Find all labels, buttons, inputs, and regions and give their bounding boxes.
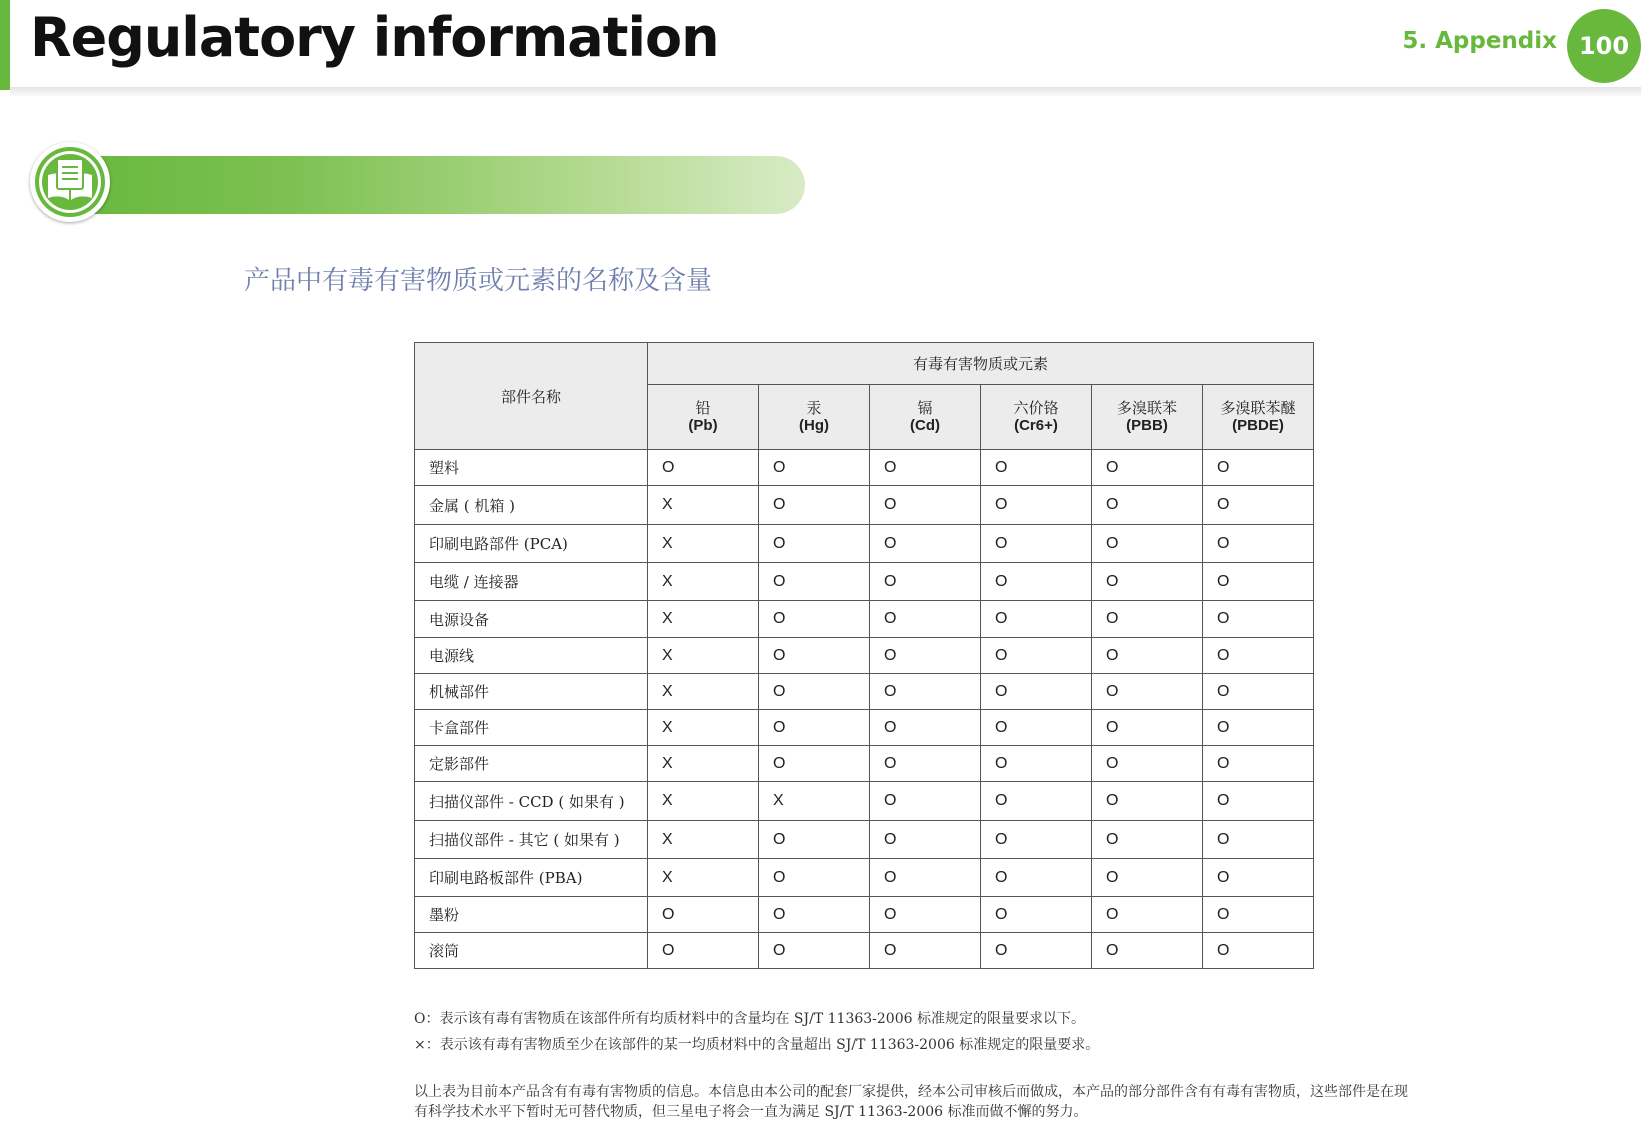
substance-value-cell: O bbox=[981, 525, 1092, 563]
substances-group-header: 有毒有害物质或元素 bbox=[648, 343, 1314, 385]
substance-value-cell: O bbox=[1092, 821, 1203, 859]
part-name-cell: 塑料 bbox=[415, 450, 648, 486]
substance-value-cell: O bbox=[1092, 933, 1203, 969]
part-name-cell: 滚筒 bbox=[415, 933, 648, 969]
substance-value-cell: O bbox=[1203, 486, 1314, 525]
substance-value-cell: O bbox=[1203, 450, 1314, 486]
substance-value-cell: O bbox=[981, 782, 1092, 821]
element-header bbox=[1092, 385, 1203, 450]
substance-value-cell: O bbox=[759, 897, 870, 933]
substance-value-cell: O bbox=[1203, 638, 1314, 674]
substance-value-cell: O bbox=[981, 859, 1092, 897]
table-row bbox=[415, 710, 1314, 746]
table-row bbox=[415, 638, 1314, 674]
element-symbol: (Pb) bbox=[688, 417, 718, 434]
part-name-cell: 电源线 bbox=[415, 638, 648, 674]
element-symbol: (PBDE) bbox=[1232, 417, 1284, 434]
part-name-cell: 金属 ( 机箱 ) bbox=[415, 486, 648, 525]
substance-value-cell: O bbox=[870, 859, 981, 897]
substance-value-cell: X bbox=[648, 782, 759, 821]
table-row bbox=[415, 525, 1314, 563]
element-header bbox=[648, 385, 759, 450]
substance-value-cell: O bbox=[981, 486, 1092, 525]
substance-value-cell: X bbox=[648, 674, 759, 710]
substance-value-cell: X bbox=[648, 746, 759, 782]
substance-value-cell: O bbox=[981, 563, 1092, 601]
substance-value-cell: O bbox=[981, 821, 1092, 859]
substance-value-cell: O bbox=[648, 897, 759, 933]
substance-value-cell: X bbox=[648, 563, 759, 601]
substance-value-cell: O bbox=[981, 601, 1092, 638]
substance-value-cell: O bbox=[870, 601, 981, 638]
element-header bbox=[759, 385, 870, 450]
substance-value-cell: O bbox=[759, 746, 870, 782]
table-heading: 产品中有毒有害物质或元素的名称及含量 bbox=[244, 266, 713, 296]
substance-value-cell: O bbox=[759, 525, 870, 563]
substance-value-cell: O bbox=[1203, 525, 1314, 563]
element-name: 镉 bbox=[917, 399, 933, 417]
substance-value-cell: O bbox=[1092, 746, 1203, 782]
part-name-cell: 机械部件 bbox=[415, 674, 648, 710]
substance-value-cell: O bbox=[870, 782, 981, 821]
substance-value-cell: O bbox=[759, 563, 870, 601]
substance-value-cell: O bbox=[759, 601, 870, 638]
substance-value-cell: O bbox=[1092, 486, 1203, 525]
substance-value-cell: O bbox=[1092, 601, 1203, 638]
substance-value-cell: O bbox=[1092, 782, 1203, 821]
substance-value-cell: X bbox=[648, 638, 759, 674]
table-row bbox=[415, 601, 1314, 638]
substance-value-cell: O bbox=[759, 486, 870, 525]
substance-value-cell: X bbox=[648, 486, 759, 525]
substance-value-cell: O bbox=[1092, 525, 1203, 563]
substance-value-cell: O bbox=[981, 746, 1092, 782]
page-title: Regulatory information bbox=[30, 6, 719, 69]
substance-value-cell: X bbox=[648, 525, 759, 563]
substance-value-cell: O bbox=[1203, 601, 1314, 638]
substance-value-cell: O bbox=[870, 933, 981, 969]
note-o: O：表示该有毒有害物质在该部件所有均质材料中的含量均在 SJ/T 11363-2006 标准规定的限量要求以下。 bbox=[414, 1011, 1085, 1027]
substance-value-cell: O bbox=[981, 450, 1092, 486]
substance-value-cell: O bbox=[981, 638, 1092, 674]
substance-value-cell: X bbox=[648, 859, 759, 897]
substance-value-cell: O bbox=[759, 450, 870, 486]
part-name-cell: 电缆 / 连接器 bbox=[415, 563, 648, 601]
substance-value-cell: O bbox=[981, 897, 1092, 933]
part-name-cell: 墨粉 bbox=[415, 897, 648, 933]
substance-value-cell: O bbox=[870, 486, 981, 525]
substance-value-cell: O bbox=[759, 933, 870, 969]
legend-notes bbox=[414, 1006, 1414, 1058]
page-number-badge: 100 bbox=[1567, 9, 1641, 83]
part-name-cell: 电源设备 bbox=[415, 601, 648, 638]
substance-value-cell: O bbox=[1203, 933, 1314, 969]
substance-value-cell: O bbox=[1092, 897, 1203, 933]
substance-value-cell: O bbox=[1203, 782, 1314, 821]
table-row bbox=[415, 746, 1314, 782]
section-label: 5. Appendix bbox=[1402, 28, 1557, 54]
element-name: 多溴联苯 bbox=[1116, 399, 1177, 417]
substance-value-cell: O bbox=[759, 710, 870, 746]
substance-value-cell: O bbox=[981, 674, 1092, 710]
element-name: 六价铬 bbox=[1013, 399, 1059, 417]
element-symbol: (Cd) bbox=[910, 417, 940, 434]
substance-value-cell: X bbox=[648, 601, 759, 638]
element-header bbox=[981, 385, 1092, 450]
substance-value-cell: O bbox=[870, 563, 981, 601]
substance-value-cell: O bbox=[759, 638, 870, 674]
book-icon bbox=[30, 142, 110, 222]
substance-value-cell: O bbox=[1092, 859, 1203, 897]
substance-value-cell: O bbox=[1092, 563, 1203, 601]
substance-value-cell: O bbox=[1203, 859, 1314, 897]
substance-value-cell: O bbox=[870, 746, 981, 782]
element-header bbox=[1203, 385, 1314, 450]
substance-value-cell: O bbox=[759, 674, 870, 710]
substance-value-cell: O bbox=[870, 710, 981, 746]
note-x: ×：表示该有毒有害物质至少在该部件的某一均质材料中的含量超出 SJ/T 11363-2006 标准规定的限量要求。 bbox=[414, 1037, 1100, 1053]
header-divider bbox=[10, 87, 1641, 96]
substance-value-cell: X bbox=[648, 821, 759, 859]
substance-value-cell: X bbox=[648, 710, 759, 746]
substance-value-cell: O bbox=[870, 450, 981, 486]
substance-value-cell: O bbox=[1203, 710, 1314, 746]
substance-value-cell: O bbox=[648, 933, 759, 969]
substance-value-cell: O bbox=[870, 674, 981, 710]
substance-value-cell: O bbox=[870, 525, 981, 563]
substance-value-cell: O bbox=[1092, 674, 1203, 710]
table-row bbox=[415, 486, 1314, 525]
substance-value-cell: O bbox=[1203, 821, 1314, 859]
substance-value-cell: O bbox=[870, 897, 981, 933]
part-name-header: 部件名称 bbox=[415, 343, 648, 450]
substance-value-cell: O bbox=[981, 710, 1092, 746]
section-banner bbox=[60, 156, 805, 214]
element-name: 多溴联苯醚 bbox=[1220, 399, 1296, 417]
substance-value-cell: O bbox=[759, 859, 870, 897]
substance-value-cell: O bbox=[1203, 563, 1314, 601]
part-name-cell: 扫描仪部件 - 其它 ( 如果有 ) bbox=[415, 821, 648, 859]
table-row bbox=[415, 821, 1314, 859]
table-row bbox=[415, 897, 1314, 933]
table-row bbox=[415, 859, 1314, 897]
substance-value-cell: O bbox=[870, 821, 981, 859]
substance-value-cell: O bbox=[1092, 710, 1203, 746]
table-row bbox=[415, 782, 1314, 821]
hazardous-substances-table bbox=[414, 342, 1314, 969]
table-row bbox=[415, 933, 1314, 969]
substance-value-cell: O bbox=[870, 638, 981, 674]
substance-value-cell: O bbox=[1203, 746, 1314, 782]
element-symbol: (Cr6+) bbox=[1014, 417, 1058, 434]
part-name-cell: 扫描仪部件 - CCD ( 如果有 ) bbox=[415, 782, 648, 821]
table-row bbox=[415, 450, 1314, 486]
footer-paragraph: 以上表为目前本产品含有有毒有害物质的信息。本信息由本公司的配套厂家提供，经本公司审核后而做成，本产品的部分部件含有有毒有害物质，这些部件是在现有科学技术水平下暂时无可替代物质，但三星电子将会一直为满足 SJ/T 11363-2006 标准而做不懈的努力。 bbox=[414, 1084, 1408, 1120]
element-header bbox=[870, 385, 981, 450]
substance-value-cell: O bbox=[1092, 450, 1203, 486]
substance-value-cell: O bbox=[1203, 674, 1314, 710]
part-name-cell: 定影部件 bbox=[415, 746, 648, 782]
part-name-cell: 卡盒部件 bbox=[415, 710, 648, 746]
substance-value-cell: O bbox=[1203, 897, 1314, 933]
table-row bbox=[415, 674, 1314, 710]
header-accent-bar bbox=[0, 0, 10, 90]
element-name: 铅 bbox=[695, 399, 711, 417]
part-name-cell: 印刷电路部件 (PCA) bbox=[415, 525, 648, 563]
substance-value-cell: O bbox=[759, 821, 870, 859]
part-name-cell: 印刷电路板部件 (PBA) bbox=[415, 859, 648, 897]
element-name: 汞 bbox=[806, 399, 822, 417]
substance-value-cell: O bbox=[648, 450, 759, 486]
element-symbol: (PBB) bbox=[1126, 417, 1168, 434]
element-symbol: (Hg) bbox=[799, 417, 829, 434]
substance-value-cell: O bbox=[1092, 638, 1203, 674]
substance-value-cell: X bbox=[759, 782, 870, 821]
table-row bbox=[415, 563, 1314, 601]
substance-value-cell: O bbox=[981, 933, 1092, 969]
